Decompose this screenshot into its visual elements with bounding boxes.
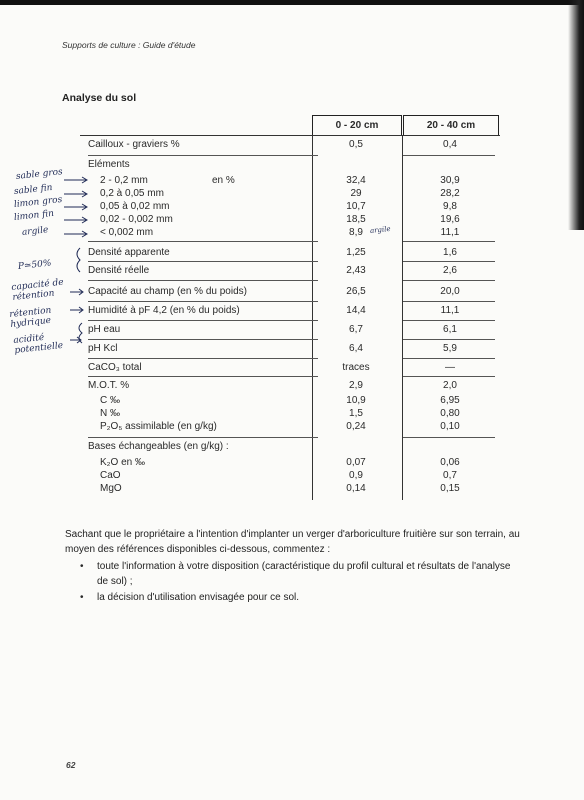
value-0-20: 6,7: [349, 324, 363, 335]
row-divider: [88, 280, 318, 281]
value-0-20: 0,9: [349, 470, 363, 481]
row-divider: [88, 241, 318, 242]
row-divider: [88, 320, 318, 321]
row-label: 2 - 0,2 mm: [100, 175, 148, 186]
handwritten-note: sable gros: [15, 167, 64, 182]
row-label: 0,02 - 0,002 mm: [100, 214, 173, 225]
handwritten-note: limon gros: [13, 194, 63, 210]
row-label: Cailloux - graviers %: [88, 139, 180, 150]
row-label: CaCO₃ total: [88, 362, 142, 373]
value-0-20: 26,5: [346, 286, 366, 297]
value-0-20: 0,24: [346, 421, 366, 432]
value-0-20: 6,4: [349, 343, 363, 354]
row-label: K₂O en ‰: [100, 457, 146, 468]
value-20-40: 5,9: [443, 343, 457, 354]
value-20-40: 20,0: [440, 286, 460, 297]
row-divider: [403, 301, 495, 302]
handwritten-note: acidité potentielle: [12, 332, 64, 356]
row-label: pH eau: [88, 324, 121, 335]
bullet-item: la décision d'utilisation envisagée pour ce sol.: [97, 592, 300, 603]
row-divider: [88, 339, 318, 340]
value-20-40: 2,0: [443, 380, 457, 391]
value-0-20: 0,5: [349, 139, 363, 150]
value-0-20: 0,07: [346, 457, 366, 468]
scan-right-edge: [568, 0, 584, 230]
value-20-40: 2,6: [443, 265, 457, 276]
handwritten-note: capacité de rétention: [10, 277, 65, 303]
bullet-marker: •: [80, 561, 84, 572]
handwritten-note: argile: [369, 224, 391, 235]
row-divider: [403, 261, 495, 262]
value-20-40: 0,06: [440, 457, 460, 468]
value-0-20: 2,43: [346, 265, 366, 276]
value-0-20: 1,25: [346, 247, 366, 258]
row-divider: [403, 376, 495, 377]
row-divider: [403, 437, 495, 438]
value-20-40: 0,15: [440, 483, 460, 494]
row-label: Densité réelle: [88, 265, 150, 276]
row-divider: [403, 155, 495, 156]
value-0-20: 10,9: [346, 395, 366, 406]
value-20-40: 19,6: [440, 214, 460, 225]
col-header-0-20: 0 - 20 cm: [312, 115, 402, 136]
row-divider: [403, 241, 495, 242]
row-divider: [88, 261, 318, 262]
handwritten-note: P≃50%: [17, 258, 52, 272]
col-header-20-40: 20 - 40 cm: [403, 115, 499, 136]
value-20-40: 28,2: [440, 188, 460, 199]
value-0-20: 14,4: [346, 305, 366, 316]
value-0-20: 0,14: [346, 483, 366, 494]
handwritten-note: limon fin: [13, 208, 55, 223]
unit-label: en %: [212, 175, 235, 186]
row-label: < 0,002 mm: [100, 227, 154, 238]
row-divider: [403, 320, 495, 321]
row-divider: [403, 358, 495, 359]
handwritten-note: argile: [21, 225, 49, 238]
row-label: 0,2 à 0,05 mm: [100, 188, 164, 199]
value-20-40: —: [445, 362, 455, 373]
row-divider: [403, 339, 495, 340]
handwritten-note: sable fin: [13, 182, 53, 197]
scan-top-edge: [0, 0, 584, 5]
row-label: 0,05 à 0,02 mm: [100, 201, 170, 212]
row-label: P₂O₅ assimilable (en g/kg): [100, 421, 217, 432]
page-number: 62: [66, 760, 76, 770]
row-label: M.O.T. %: [88, 380, 130, 391]
row-divider: [88, 155, 318, 156]
value-20-40: 6,1: [443, 324, 457, 335]
value-0-20: 1,5: [349, 408, 363, 419]
value-0-20: 2,9: [349, 380, 363, 391]
row-label: Eléments: [88, 159, 130, 170]
row-divider: [88, 358, 318, 359]
value-20-40: 1,6: [443, 247, 457, 258]
handwritten-note: rétention hydrique: [8, 305, 52, 330]
value-20-40: 0,80: [440, 408, 460, 419]
table-header-row: [80, 115, 500, 135]
value-20-40: 0,7: [443, 470, 457, 481]
row-divider: [403, 280, 495, 281]
row-divider: [88, 376, 318, 377]
bullet-marker: •: [80, 592, 84, 603]
row-label: pH Kcl: [88, 343, 118, 354]
value-0-20: 8,9: [349, 227, 363, 238]
value-20-40: 30,9: [440, 175, 460, 186]
value-20-40: 9,8: [443, 201, 457, 212]
row-label: Capacité au champ (en % du poids): [88, 286, 247, 297]
bullet-item: toute l'information à votre disposition (caractéristique du profil cultural et résultats de l'analyse de sol) ;: [97, 561, 511, 587]
value-20-40: 0,4: [443, 139, 457, 150]
value-20-40: 0,10: [440, 421, 460, 432]
row-label: N ‰: [100, 408, 120, 419]
row-divider: [88, 437, 318, 438]
running-header: Supports de culture : Guide d'étude: [62, 40, 196, 50]
value-0-20: 32,4: [346, 175, 366, 186]
row-label: MgO: [100, 483, 122, 494]
value-20-40: 11,1: [440, 305, 460, 316]
value-20-40: 6,95: [440, 395, 460, 406]
instruction-paragraph: Sachant que le propriétaire a l'intention d'implanter un verger d'arboriculture fruitière sur son terrain, au moyen des références disponibles ci-dessous, commentez :: [65, 529, 520, 555]
table-top-rule: [80, 135, 500, 136]
value-0-20: 10,7: [346, 201, 366, 212]
row-label: CaO: [100, 470, 121, 481]
value-0-20: 29: [350, 188, 362, 199]
section-title: Analyse du sol: [62, 92, 137, 104]
value-0-20: 18,5: [346, 214, 366, 225]
row-label: Bases échangeables (en g/kg) :: [88, 441, 229, 452]
row-label: Humidité à pF 4,2 (en % du poids): [88, 305, 240, 316]
row-divider: [88, 301, 318, 302]
row-label: C ‰: [100, 395, 120, 406]
value-20-40: 11,1: [440, 227, 460, 238]
row-label: Densité apparente: [88, 247, 170, 258]
value-0-20: traces: [342, 362, 370, 373]
